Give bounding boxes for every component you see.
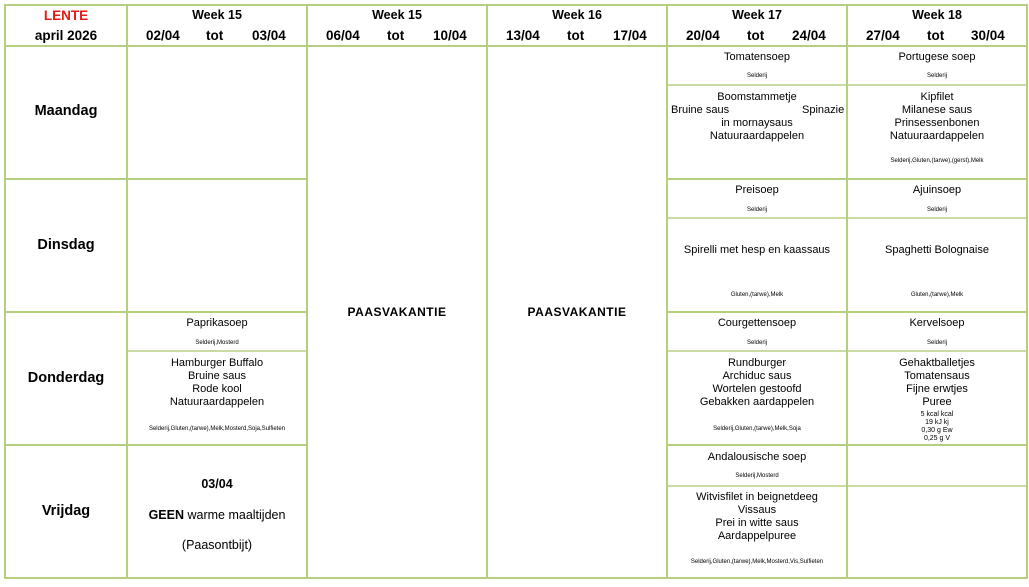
- grid-line-row2-left: [4, 311, 306, 313]
- w4-fri-main-line: Vissaus: [737, 504, 777, 516]
- w5-thu-main-line: Gehaktballetjes: [899, 357, 975, 369]
- w5-mon-main-line: Prinsessenbonen: [894, 117, 980, 129]
- week-label-1: Week 15: [192, 8, 242, 22]
- w4-thu-main-line: Wortelen gestoofd: [712, 383, 802, 395]
- vacation-label-w3: PAASVAKANTIE: [527, 305, 627, 319]
- w5-thu-nutrition-line: 19 kJ kj: [925, 419, 949, 426]
- w4-tue-soup: Preisoep: [735, 184, 779, 196]
- w4-fri-main-allergens: Selderij,Gluten,(tarwe),Melk,Mosterd,Vis,Sulfieten: [690, 559, 824, 565]
- w4-fri-soup-allergens: Selderij,Mosterd: [735, 473, 779, 479]
- w5-tue-soup: Ajuinsoep: [912, 184, 962, 196]
- grid-line-c1: [126, 4, 128, 579]
- w4-tue-main-allergens: Gluten,(tarwe),Melk: [730, 292, 784, 298]
- w4-mon-main-right: Spinazie: [802, 104, 845, 116]
- w5-mon-main-line: Kipfilet: [920, 91, 954, 103]
- w1-fri-date: 03/04: [201, 477, 233, 491]
- w4-mon-soup-allergens: Selderij: [746, 73, 767, 79]
- w5-thu-main-line: Tomatensaus: [904, 370, 970, 382]
- week-label-4: Week 17: [732, 8, 782, 22]
- w4-fri-soup: Andalousische soep: [707, 451, 807, 463]
- w1-thu-main-line: Bruine saus: [187, 370, 247, 382]
- w4-fri-main-line: Aardappelpuree: [717, 530, 797, 542]
- w4-fri-main-line: Prei in witte saus: [715, 517, 799, 529]
- w4-fri-main-line: Witvisfilet in beignetdeeg: [696, 491, 818, 503]
- week-from-4: 20/04: [686, 28, 720, 43]
- w4-thu-soup: Courgettensoep: [717, 317, 797, 329]
- w5-thu-nutrition-line: 0,25 g V: [923, 435, 951, 442]
- w4-thu-main-line: Archiduc saus: [722, 370, 792, 382]
- w4-mon-main-left: Bruine saus: [671, 104, 730, 116]
- w5-tue-soup-allergens: Selderij: [926, 207, 947, 213]
- w4-thu-main-allergens: Selderij,Gluten,(tarwe),Melk,Soja: [713, 426, 801, 432]
- w1-fri-note: (Paasontbijt): [181, 538, 253, 552]
- w5-tue-main-allergens: Gluten,(tarwe),Melk: [910, 292, 964, 298]
- w1-thu-soup-allergens: Selderij,Mosterd: [195, 340, 239, 346]
- w4-mon-main-title: Boomstammetje: [717, 91, 797, 103]
- w5-mon-main-allergens: Selderij,Gluten,(tarwe),(gerst),Melk: [890, 158, 984, 164]
- w4-thu-main-line: Rundburger: [727, 357, 787, 369]
- week-from-1: 02/04: [146, 28, 180, 43]
- w4-mon-soup: Tomatensoep: [723, 51, 791, 63]
- w1-thu-main: [128, 357, 306, 409]
- season-label: LENTE: [43, 8, 89, 23]
- week-from-2: 06/04: [326, 28, 360, 43]
- w4-mon-main-line: in mornaysaus: [721, 117, 793, 129]
- w1-thu-main-line: Rode kool: [192, 383, 242, 395]
- w4-thu-soup-allergens: Selderij: [746, 340, 767, 346]
- w5-mon-main-line: Milanese saus: [901, 104, 973, 116]
- w5-mon-main-line: Natuuraardappelen: [889, 130, 985, 142]
- week-to-4: 24/04: [792, 28, 826, 43]
- grid-line-c3: [486, 4, 488, 579]
- week-label-3: Week 16: [552, 8, 602, 22]
- grid-line-left: [4, 4, 6, 579]
- week-label-5: Week 18: [912, 8, 962, 22]
- vacation-label-w2: PAASVAKANTIE: [347, 305, 447, 319]
- week-sep-2: tot: [387, 28, 405, 43]
- grid-line-row1-left: [4, 178, 306, 180]
- week-to-2: 10/04: [433, 28, 467, 43]
- w1-thu-main-line: Hamburger Buffalo: [170, 357, 264, 369]
- w5-mon-main: [848, 91, 1026, 143]
- grid-line-c2: [306, 4, 308, 579]
- w4-tue-main: Spirelli met hesp en kaassaus: [683, 244, 831, 256]
- w1-thu-main-line: Natuuraardappelen: [169, 396, 265, 408]
- day-label-donderdag: Donderdag: [27, 370, 105, 386]
- w4-fri-main: [668, 491, 846, 543]
- w5-tue-main: Spaghetti Bolognaise: [885, 244, 989, 256]
- week-sep-5: tot: [927, 28, 945, 43]
- day-label-maandag: Maandag: [34, 103, 98, 119]
- week-sep-4: tot: [747, 28, 765, 43]
- w1-thu-main-allergens: Selderij,Gluten,(tarwe),Melk,Mosterd,Soja,Sulfieten: [148, 426, 286, 432]
- week-sep-1: tot: [206, 28, 224, 43]
- grid-line-bottom: [4, 577, 1027, 579]
- w4-thu-main: [668, 357, 846, 409]
- w4-tue-soup-allergens: Selderij: [746, 207, 767, 213]
- w5-thu-main-line: Puree: [922, 396, 952, 408]
- week-to-5: 30/04: [971, 28, 1005, 43]
- week-sep-3: tot: [567, 28, 585, 43]
- week-to-3: 17/04: [613, 28, 647, 43]
- w5-mon-soup-allergens: Selderij: [926, 73, 947, 79]
- w5-thu-main-line: Fijne erwtjes: [906, 383, 968, 395]
- w5-thu-soup-allergens: Selderij: [926, 340, 947, 346]
- week-from-5: 27/04: [866, 28, 900, 43]
- sep-thu-w1: [126, 350, 306, 352]
- w1-fri-rest: warme maaltijden: [184, 508, 286, 522]
- grid-line-top: [4, 4, 1027, 6]
- w5-thu-main: [848, 357, 1026, 409]
- week-label-2: Week 15: [372, 8, 422, 22]
- day-label-dinsdag: Dinsdag: [37, 237, 95, 253]
- grid-line-header: [4, 45, 1027, 47]
- grid-line-right: [1026, 4, 1028, 579]
- w1-fri-notice: [128, 508, 306, 522]
- w4-mon-main-line: Natuuraardappelen: [709, 130, 805, 142]
- w1-fri-geen: GEEN: [148, 508, 184, 522]
- w5-mon-soup: Portugese soep: [898, 51, 976, 63]
- w5-thu-nutrition-line: 5 kcal kcal: [920, 411, 954, 418]
- w5-thu-nutrition: [848, 411, 1026, 443]
- w4-thu-main-line: Gebakken aardappelen: [699, 396, 815, 408]
- month-label: april 2026: [34, 28, 98, 43]
- day-label-vrijdag: Vrijdag: [41, 503, 91, 519]
- week-to-1: 03/04: [252, 28, 286, 43]
- week-from-3: 13/04: [506, 28, 540, 43]
- w5-thu-nutrition-line: 0,30 g Ew: [921, 427, 953, 434]
- w4-mon-main: [668, 117, 846, 143]
- w1-thu-soup: Paprikasoep: [186, 317, 248, 329]
- w5-thu-soup: Kervelsoep: [909, 317, 965, 329]
- grid-line-row3-left: [4, 444, 306, 446]
